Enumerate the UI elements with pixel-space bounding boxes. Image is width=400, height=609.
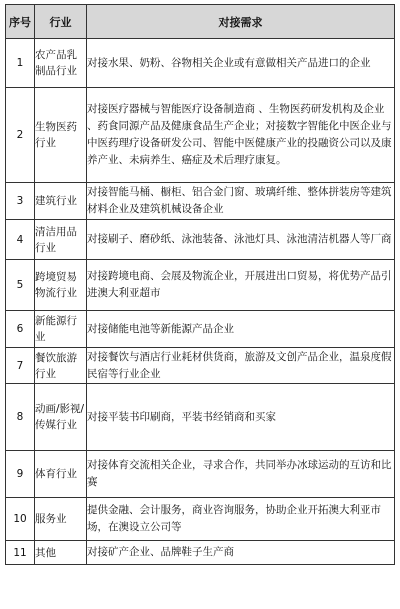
table-row — [6, 451, 395, 498]
header-industry: 行业 — [35, 5, 87, 39]
row-needs: 对接医疗器械与智能医疗设备制造商 、生物医药研发机构及企业 、药食同源产品及健康食品生产企业；对接数字智能化中医企业与中医药理疗设备研发公司、智能中医健康产业的投融资公司以及康养产业、未病养生、癌症及术后理疗康复。 — [87, 88, 395, 183]
row-industry: 农产品乳制品行业 — [35, 39, 87, 88]
table-row — [6, 311, 395, 348]
row-needs: 对接体育交流相关企业，寻求合作，共同举办冰球运动的互访和比赛 — [87, 451, 395, 498]
header-no: 序号 — [6, 5, 35, 39]
row-no: 3 — [6, 183, 35, 220]
row-industry: 建筑行业 — [35, 183, 87, 220]
row-industry: 服务业 — [35, 498, 87, 541]
header-row — [6, 5, 395, 39]
table-row — [6, 220, 395, 260]
row-industry: 体育行业 — [35, 451, 87, 498]
row-industry: 餐饮旅游行业 — [35, 348, 87, 384]
row-industry: 动画/影视/传媒行业 — [35, 384, 87, 451]
row-industry: 清洁用品行业 — [35, 220, 87, 260]
table-row — [6, 348, 395, 384]
row-no: 11 — [6, 541, 35, 565]
row-no: 10 — [6, 498, 35, 541]
row-needs: 对接矿产企业、品牌鞋子生产商 — [87, 541, 395, 565]
table-row — [6, 39, 395, 88]
table-row — [6, 183, 395, 220]
row-no: 6 — [6, 311, 35, 348]
table-row — [6, 88, 395, 183]
row-no: 2 — [6, 88, 35, 183]
row-industry: 生物医药行业 — [35, 88, 87, 183]
row-needs: 对接餐饮与酒店行业耗材供货商，旅游及文创产品企业，温泉度假民宿等行业企业 — [87, 348, 395, 384]
table-row — [6, 260, 395, 311]
row-no: 9 — [6, 451, 35, 498]
row-needs: 对接刷子、磨砂纸、泳池装备、泳池灯具、泳池清洁机器人等厂商 — [87, 220, 395, 260]
row-industry: 其他 — [35, 541, 87, 565]
row-needs: 对接智能马桶、橱柜、铝合金门窗、玻璃纤维、整体拼装房等建筑材料企业及建筑机械设备企业 — [87, 183, 395, 220]
row-no: 5 — [6, 260, 35, 311]
table-row — [6, 384, 395, 451]
row-needs: 对接储能电池等新能源产品企业 — [87, 311, 395, 348]
row-industry: 新能源行业 — [35, 311, 87, 348]
row-no: 4 — [6, 220, 35, 260]
table-row — [6, 498, 395, 541]
row-needs: 对接跨境电商、会展及物流企业，开展进出口贸易，将优势产品引进澳大利亚超市 — [87, 260, 395, 311]
header-needs: 对接需求 — [87, 5, 395, 39]
table-row — [6, 541, 395, 565]
row-no: 8 — [6, 384, 35, 451]
row-industry: 跨境贸易物流行业 — [35, 260, 87, 311]
row-needs: 提供金融、会计服务，商业咨询服务，协助企业开拓澳大利亚市场，在澳设立公司等 — [87, 498, 395, 541]
row-needs: 对接水果、奶粉、谷物相关企业或有意做相关产品进口的企业 — [87, 39, 395, 88]
row-needs: 对接平装书印刷商，平装书经销商和买家 — [87, 384, 395, 451]
row-no: 1 — [6, 39, 35, 88]
row-no: 7 — [6, 348, 35, 384]
requirements-table — [5, 4, 395, 565]
